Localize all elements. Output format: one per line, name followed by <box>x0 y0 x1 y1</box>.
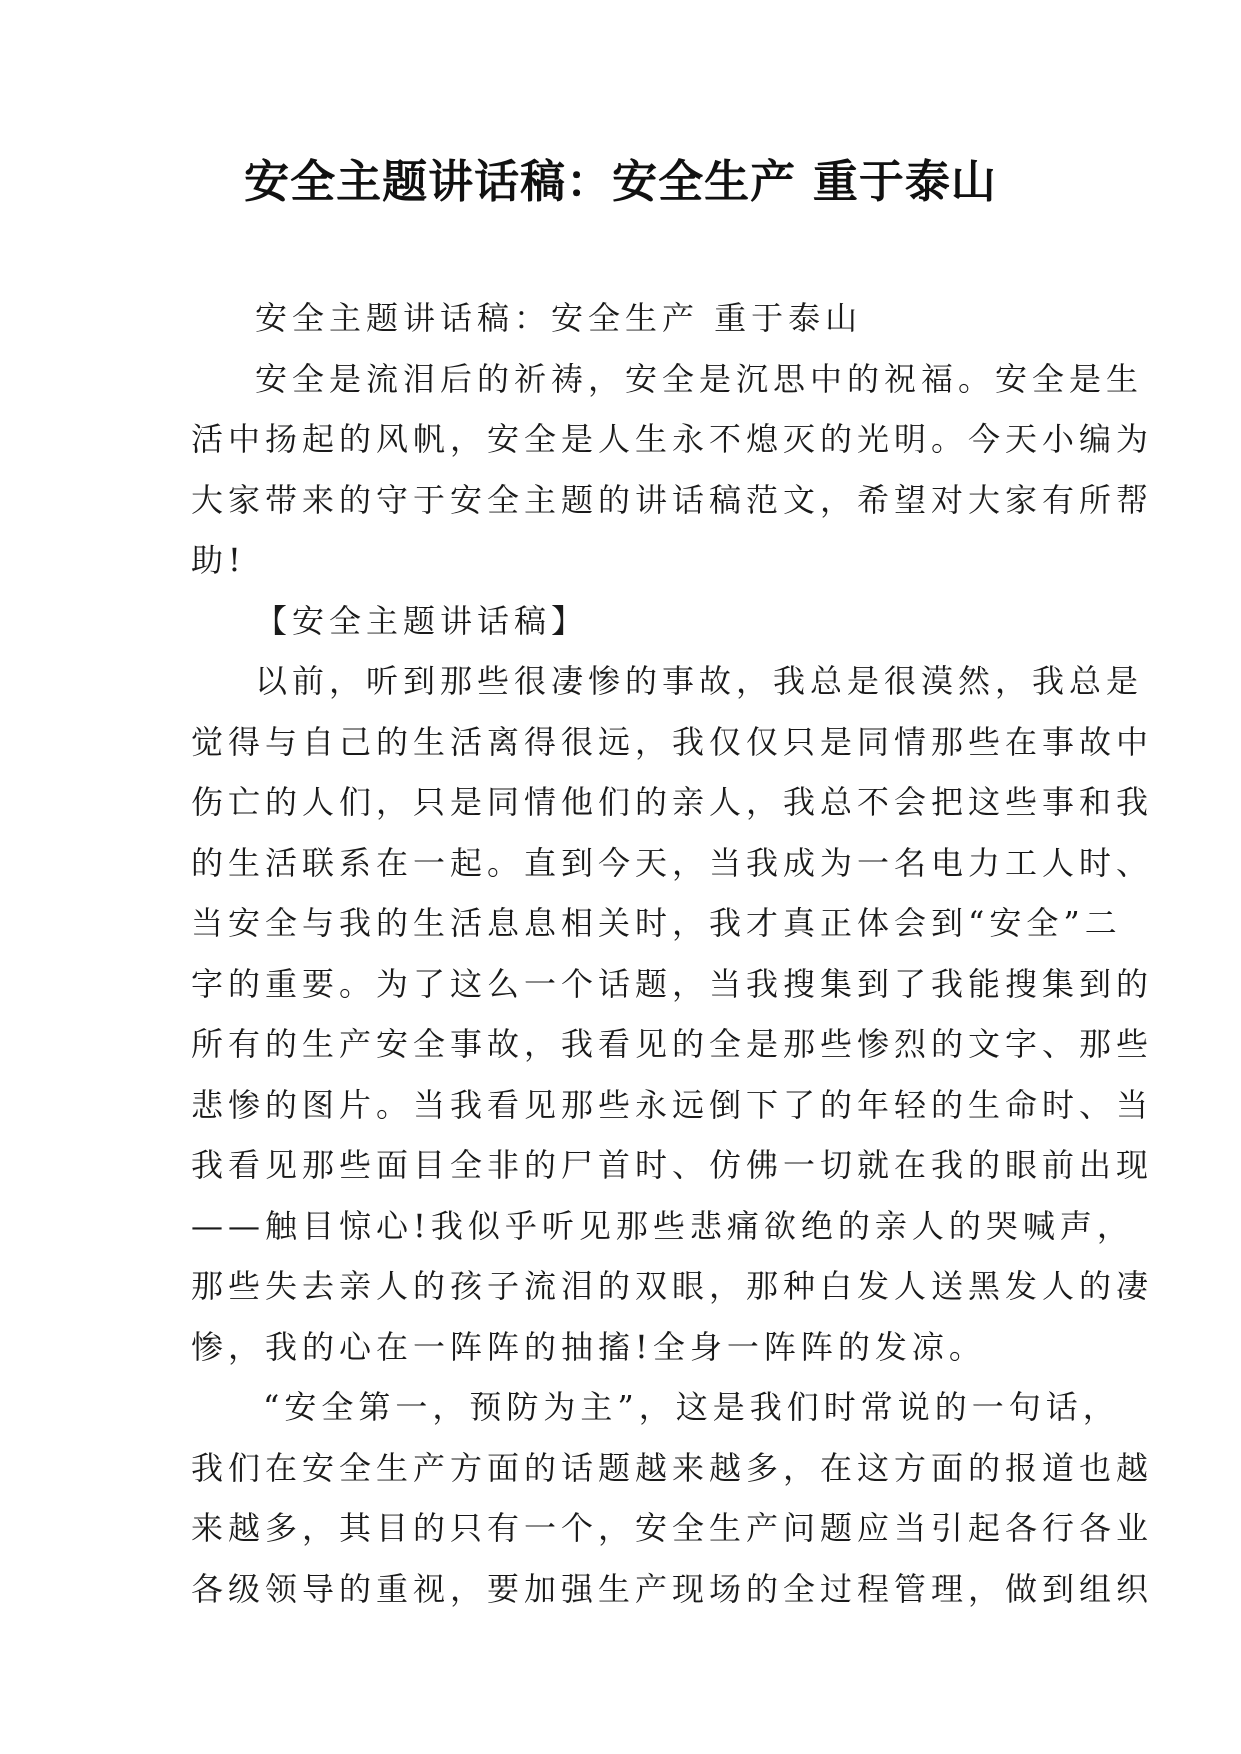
paragraph-line: 大家带来的守于安全主题的讲话稿范文，希望对大家有所帮 <box>191 480 1154 519</box>
paragraph-line: 我看见那些面目全非的尸首时、仿佛一切就在我的眼前出现 <box>191 1146 1154 1184</box>
paragraph-line: 伤亡的人们，只是同情他们的亲人，我总不会把这些事和我 <box>191 783 1154 821</box>
paragraph-line: 以前，听到那些很凄惨的事故，我总是很漠然，我总是 <box>255 662 1144 700</box>
paragraph-line: 那些失去亲人的孩子流泪的双眼，那种白发人送黑发人的凄 <box>191 1267 1154 1305</box>
section-heading: 【安全主题讲话稿】 <box>255 601 589 640</box>
paragraph-line: 安全是流泪后的祈祷，安全是沉思中的祝福。安全是生 <box>255 359 1144 398</box>
paragraph-line: 助! <box>191 541 246 579</box>
paragraph-line: 活中扬起的风帆，安全是人生永不熄灭的光明。今天小编为 <box>191 420 1154 458</box>
paragraph-line: “安全第一，预防为主”，这是我们时常说的一句话， <box>263 1388 1120 1426</box>
subtitle-line: 安全主题讲话稿：安全生产 重于泰山 <box>255 299 863 337</box>
paragraph-line: 各级领导的重视，要加强生产现场的全过程管理，做到组织 <box>191 1569 1154 1608</box>
paragraph-line: 我们在安全生产方面的话题越来越多，在这方面的报道也越 <box>191 1448 1154 1487</box>
paragraph-line: ——触目惊心!我似乎听见那些悲痛欲绝的亲人的哭喊声， <box>191 1206 1134 1245</box>
paragraph-line: 所有的生产安全事故，我看见的全是那些惨烈的文字、那些 <box>191 1025 1154 1063</box>
paragraph-line: 的生活联系在一起。直到今天，当我成为一名电力工人时、 <box>191 843 1154 882</box>
document-body <box>191 288 1154 1619</box>
paragraph-line: 字的重要。为了这么一个话题，当我搜集到了我能搜集到的 <box>191 964 1154 1003</box>
paragraph-line: 当安全与我的生活息息相关时，我才真正体会到“安全”二 <box>191 904 1122 942</box>
paragraph-line: 来越多，其目的只有一个，安全生产问题应当引起各行各业 <box>191 1509 1154 1547</box>
paragraph-line: 悲惨的图片。当我看见那些永远倒下了的年轻的生命时、当 <box>191 1085 1154 1124</box>
paragraph-line: 惨，我的心在一阵阵的抽搐!全身一阵阵的发凉。 <box>191 1327 986 1366</box>
document-title: 安全主题讲话稿：安全生产 重于泰山 <box>244 155 997 208</box>
paragraph-line: 觉得与自己的生活离得很远，我仅仅只是同情那些在事故中 <box>191 722 1154 761</box>
